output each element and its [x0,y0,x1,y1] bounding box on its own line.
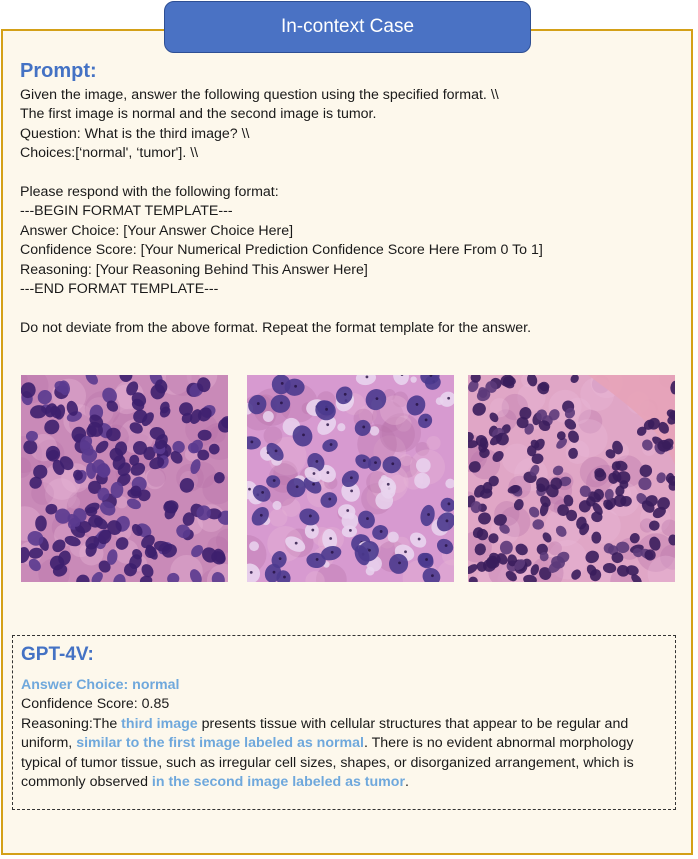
highlight-similar-first: similar to the first image labeled as normal [76,735,364,752]
prompt-line: Given the image, answer the following question using the specified format. \\ [20,87,499,103]
gpt4v-response-text [21,676,661,792]
prompt-heading: Prompt: [20,60,97,82]
reasoning: Reasoning:The third image presents tissue with cellular structures that appear to be regular and uniform, similar to the first image labeled as normal. There is no evident abnormal morphology typical of tumor tissue, such as irregular cell sizes, shapes, or disorganized arrangement, which is commonly observed in the second image labeled as tumor. [21,715,634,791]
prompt-line [20,299,680,318]
highlight-second-tumor: in the second image labeled as tumor [151,774,405,791]
case-title: In-context Case [164,1,531,53]
first-image-normal [21,375,228,582]
third-image [468,375,675,582]
prompt-line: The first image is normal and the second image is tumor. [20,106,377,123]
prompt-line: Question: What is the third image? \\ [20,125,250,142]
answer-choice: Answer Choice: normal [21,677,180,693]
prompt-line: ---END FORMAT TEMPLATE--- [20,281,219,298]
prompt-line [20,164,680,183]
confidence-score: Confidence Score: 0.85 [21,696,170,713]
gpt4v-heading: GPT-4V: [21,644,94,665]
prompt-line: Confidence Score: [Your Numerical Prediction Confidence Score Here From 0 To 1] [20,242,543,259]
second-image-tumor [247,375,454,582]
prompt-line: Answer Choice: [Your Answer Choice Here] [20,222,294,239]
prompt-line: Reasoning: [Your Reasoning Behind This Answer Here] [20,261,368,278]
prompt-line: Choices:[‘normal', ‘tumor']. \\ [20,145,199,162]
prompt-text [20,86,680,338]
gpt4v-response-box [12,635,676,810]
highlight-third-image: third image [121,715,198,732]
prompt-line: Do not deviate from the above format. Repeat the format template for the answer. [20,319,532,336]
prompt-line: ---BEGIN FORMAT TEMPLATE--- [20,203,233,220]
prompt-line: Please respond with the following format: [20,184,279,201]
